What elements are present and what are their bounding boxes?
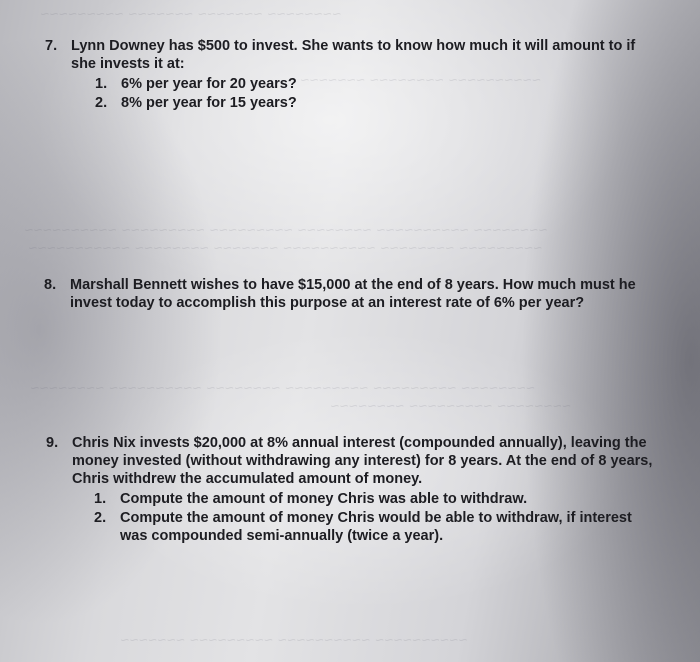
sub-question-text: Compute the amount of money Chris would be able to withdraw, if interest was compounded semi-annually (twice a year).	[120, 510, 632, 544]
sub-question	[95, 94, 660, 112]
sub-question-text: Compute the amount of money Chris was able to withdraw.	[120, 491, 528, 507]
question-number: 8.	[44, 277, 57, 293]
sub-question-number: 1.	[94, 491, 107, 507]
sub-question-number: 2.	[95, 95, 108, 111]
sub-question-text: 6% per year for 20 years?	[121, 76, 297, 92]
bleed-through-text: ~~~~~~~~ ~~~~~~~~~ ~~~~~~~~~ ~~~~~~~~ ~~~~~~~~~~ ~~~~~~~~	[30, 380, 535, 397]
bleed-through-text: ~~~~~~~~ ~~~~~~~~~~ ~~~~~~~~ ~~~~~~~~~ ~~~~~~~~~ ~~~~~~~~~~	[24, 222, 548, 239]
sub-question-number: 1.	[95, 76, 108, 92]
question-number: 7.	[45, 38, 58, 54]
question-text: Marshall Bennett wishes to have $15,000 at the end of 8 years. How much must he invest today to accomplish this purpose at an interest rate of 6% per year?	[70, 277, 636, 311]
sub-question	[94, 490, 658, 508]
question-text: Lynn Downey has $500 to invest. She wants to know how much it will amount to if she invests it at:	[71, 38, 636, 72]
bleed-through-text: ~~~~~~~~ ~~~~~~~~~ ~~~~~~~~	[330, 398, 571, 415]
sub-question-list	[94, 490, 658, 545]
question-8	[44, 276, 644, 312]
bleed-through-text: ~~~~~~~~~~ ~~~~~~~~ ~~~~~~~	[300, 72, 541, 89]
sub-question-number: 2.	[94, 510, 107, 526]
bleed-through-text: ~~~~~~~~ ~~~~~~~ ~~~~~~~ ~~~~~~~~~	[40, 6, 342, 23]
sub-question-text: 8% per year for 15 years?	[121, 95, 297, 111]
sub-question	[94, 509, 658, 545]
question-text: Chris Nix invests $20,000 at 8% annual interest (compounded annually), leaving the money invested (without withdrawing any interest) for 8 years. At the end of 8 years, Chris withdrew the accumulated amount of money.	[72, 435, 653, 487]
question-number: 9.	[46, 435, 59, 451]
question-7	[45, 37, 660, 113]
bleed-through-text: ~~~~~~~~~ ~~~~~~~~ ~~~~~~~~~~ ~~~~~~~ ~~~~~~~~ ~~~~~~~~~~~	[28, 240, 543, 257]
bleed-through-text: ~~~~~~~~~~ ~~~~~~~~~~ ~~~~~~~~~ ~~~~~~~	[120, 632, 468, 649]
sub-question	[95, 75, 660, 93]
sub-question-list	[95, 75, 660, 112]
question-9	[46, 434, 658, 546]
